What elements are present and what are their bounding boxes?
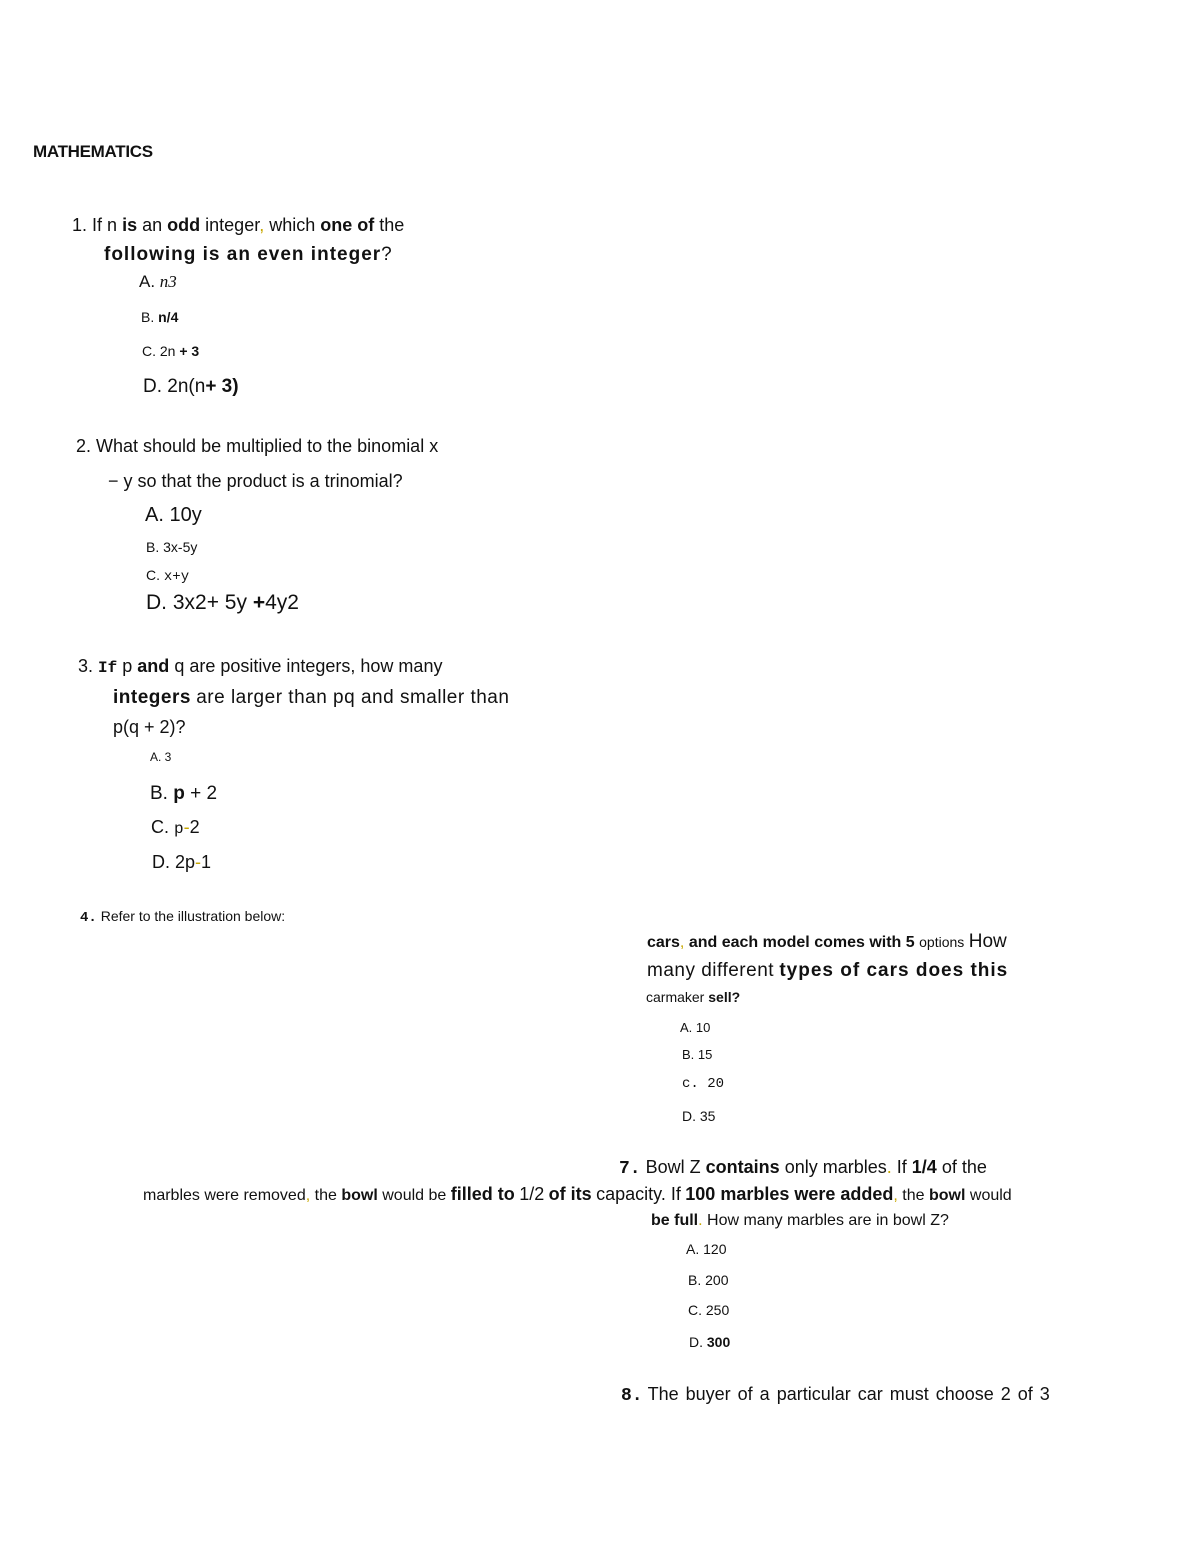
q2-option-b: B. 3x-5y — [146, 539, 198, 555]
q7-dot: . — [886, 1157, 892, 1177]
q7-word-would-1: would be — [382, 1187, 447, 1204]
q2-option-d — [146, 591, 299, 614]
q7-word-100: 100 marbles were added — [685, 1184, 894, 1204]
q7-word-contains: contains — [705, 1157, 780, 1177]
q6-word-each: and each model comes with 5 — [688, 934, 915, 951]
q1-line2-qmark: ? — [381, 244, 392, 265]
q3-word-if: If — [98, 659, 118, 677]
q7-word-would-2: would — [969, 1187, 1012, 1204]
q3-option-b-rest: + 2 — [190, 783, 218, 804]
q2-option-c — [146, 568, 189, 585]
q3-option-d-rest: 1 — [201, 852, 212, 872]
q3-rest-1: q are positive integers, how many — [174, 656, 443, 676]
question-4 — [80, 909, 285, 926]
q3-word-p: p — [122, 656, 133, 676]
q6-word-types: types of cars does this — [779, 960, 1009, 981]
q1-option-a — [139, 273, 177, 292]
q6-word-carmaker: carmaker — [646, 989, 705, 1005]
question-1-number: 1. — [72, 215, 88, 235]
q1-comma: , — [259, 215, 265, 235]
q3-option-c-p: p — [174, 820, 184, 838]
q7-word-filled: filled to — [450, 1184, 515, 1204]
q7-option-d — [689, 1335, 730, 1350]
q2-option-c-label: C. — [146, 567, 160, 583]
q3-option-c-dash: - — [183, 817, 190, 837]
q7-word-bowl-1: bowl — [341, 1187, 378, 1204]
q4-number: 4. — [80, 910, 97, 926]
q6-word-cars: cars — [647, 934, 680, 951]
q2-option-d-plus: + — [252, 591, 266, 614]
q3-option-d — [152, 853, 211, 873]
page-title: MATHEMATICS — [33, 142, 153, 161]
q1-word-an: an — [142, 215, 163, 235]
question-3-line-2 — [113, 688, 509, 709]
q6-option-a: A. 10 — [680, 1020, 711, 1035]
q3-option-a: A. 3 — [150, 750, 172, 764]
q7-option-c: C. 250 — [688, 1302, 730, 1318]
question-2-line-1: 2. What should be multiplied to the binomial x — [76, 436, 439, 456]
q1-option-a-value: n3 — [159, 272, 177, 291]
q1-option-c — [142, 344, 199, 359]
q7-word-bowl-2: bowl — [929, 1187, 966, 1204]
q1-word-the: the — [379, 215, 405, 235]
q7-word-capacity: capacity. If — [596, 1184, 681, 1204]
question-1-line-2 — [104, 245, 392, 266]
q3-number: 3. — [78, 656, 94, 676]
q7-word-if: If — [896, 1157, 907, 1177]
q3-option-d-dash: - — [195, 852, 202, 872]
q1-option-b-label: B. — [141, 309, 155, 325]
question-3-line-3: p(q + 2)? — [113, 717, 186, 737]
question-8 — [621, 1385, 1050, 1407]
q3-option-b-label: B. — [150, 783, 168, 804]
q6-word-options: options — [919, 934, 965, 950]
q1-word-is: is — [122, 215, 138, 235]
q6-word-sell: sell? — [708, 989, 741, 1005]
q8-number: 8. — [621, 1386, 643, 1406]
question-7-line-1 — [619, 1158, 987, 1180]
q8-text: The buyer of a particular car must choose 2 of 3 — [647, 1384, 1050, 1404]
q1-option-d — [143, 377, 239, 398]
q7-word-marbles: marbles were removed — [143, 1187, 306, 1204]
q1-option-d-value: + 3) — [205, 376, 239, 397]
q6-option-c: c. 20 — [682, 1076, 725, 1092]
q7-number: 7. — [619, 1159, 641, 1179]
q3-word-integers: integers — [113, 687, 191, 708]
q7-word-howmany: How many marbles are in bowl Z? — [707, 1212, 949, 1229]
q7-option-d-value: 300 — [706, 1334, 731, 1350]
q7-word-the-1: the — [314, 1187, 337, 1204]
q7-comma-2: , — [893, 1187, 898, 1204]
q7-word-befull: be full — [651, 1212, 699, 1229]
q7-option-a: A. 120 — [686, 1241, 727, 1257]
question-2-line-2: − y so that the product is a trinomial? — [108, 471, 403, 491]
q3-option-c-rest: 2 — [189, 817, 200, 837]
q7-dot-2: . — [698, 1212, 703, 1229]
q3-option-b-p: p — [173, 783, 185, 804]
q6-word-how: How — [968, 931, 1007, 952]
q6-word-many: many different — [647, 960, 775, 981]
q7-word-half: 1/2 — [519, 1184, 545, 1204]
q3-option-d-pre: D. 2p — [152, 852, 196, 872]
q7-word-ofits: of its — [548, 1184, 592, 1204]
q3-rest-2: are larger than pq and smaller than — [196, 687, 510, 708]
question-3-line-1 — [78, 657, 442, 678]
q1-line2-bold: following is an even integer — [104, 244, 382, 265]
q1-option-d-label: D. 2n(n — [143, 376, 206, 397]
question-7-line-3 — [651, 1212, 949, 1230]
q2-option-a: A. 10y — [145, 504, 202, 526]
q7-option-b: B. 200 — [688, 1272, 729, 1288]
q1-option-b-value: n/4 — [158, 309, 179, 325]
q7-option-d-label: D. — [689, 1334, 703, 1350]
question-6-line-2 — [647, 961, 1008, 982]
question-6-line-3 — [646, 990, 740, 1005]
q1-option-c-label: C. 2n — [142, 343, 176, 359]
q7-word-bowlz: Bowl Z — [645, 1157, 701, 1177]
question-1-line-1 — [72, 216, 404, 236]
q1-option-b — [141, 310, 178, 325]
q1-word-odd: odd — [167, 215, 201, 235]
q3-word-and: and — [137, 656, 170, 676]
q6-option-b: B. 15 — [682, 1047, 713, 1062]
q3-option-c-label: C. — [151, 817, 169, 837]
q2-option-d-post: 4y2 — [265, 591, 299, 614]
q7-word-only: only marbles — [784, 1157, 887, 1177]
q7-word-quarter: 1/4 — [911, 1157, 937, 1177]
question-6-line-1 — [647, 932, 1007, 953]
q7-word-ofthe: of the — [941, 1157, 987, 1177]
q7-word-the-2: the — [902, 1187, 925, 1204]
q1-word-integer: integer — [205, 215, 260, 235]
q6-option-d: D. 35 — [682, 1108, 716, 1124]
q2-option-c-value: x+y — [163, 569, 190, 585]
q6-comma: , — [679, 934, 685, 951]
question-7-line-2 — [143, 1185, 1012, 1205]
q3-option-c — [151, 818, 200, 839]
q1-option-c-value: + 3 — [179, 343, 200, 359]
q3-option-b — [150, 784, 217, 805]
q1-option-a-label: A. — [139, 272, 156, 291]
q1-word-which: which — [269, 215, 316, 235]
q1-word-if: If n — [92, 215, 118, 235]
q1-word-one-of: one of — [320, 215, 375, 235]
q4-text: Refer to the illustration below: — [100, 908, 286, 924]
q7-comma-1: , — [305, 1187, 311, 1204]
q2-option-d-pre: D. 3x2+ 5y — [146, 591, 247, 614]
